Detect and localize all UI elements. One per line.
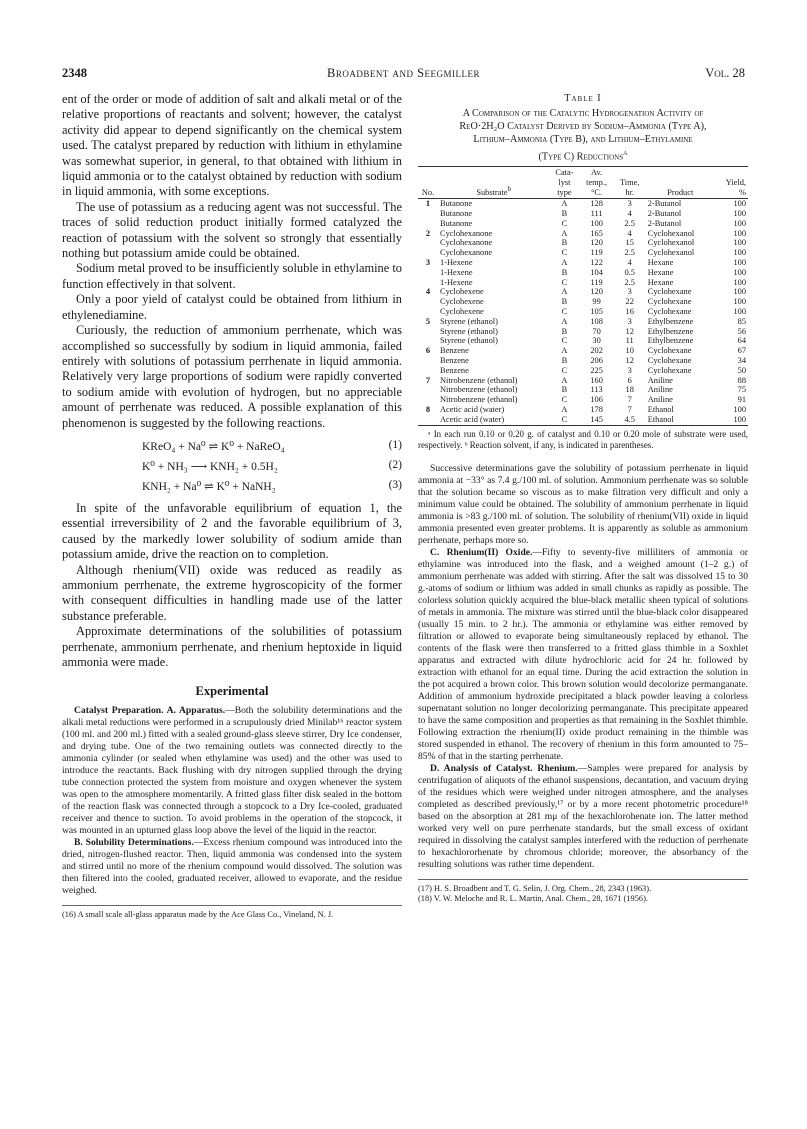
cell-time: 6 [627, 375, 632, 385]
cell-temperature: 111 [590, 208, 603, 218]
table-title-text: (Type C) Reductions [538, 151, 624, 163]
cell-product: Ethanol [647, 404, 674, 414]
cell-time: 2.5 [624, 218, 635, 228]
paragraph [418, 547, 748, 763]
table-row [418, 317, 748, 327]
cell-substrate: Cyclohexene [440, 306, 484, 316]
volume-label: Vol. 28 [705, 66, 745, 80]
cell-yield: 67 [737, 346, 746, 356]
cell-substrate: Benzene [440, 365, 469, 375]
cell-yield: 85 [737, 316, 746, 326]
run-in-heading: B. Solubility Determinations. [74, 837, 194, 849]
table-row [418, 395, 748, 405]
table-caption [418, 92, 748, 163]
cell-catalyst-type: C [561, 365, 568, 375]
cell-substrate: 1-Hexene [440, 277, 473, 287]
cell-no [418, 327, 438, 337]
cell-catalyst-type: A [561, 199, 568, 209]
page-header [62, 66, 745, 84]
col-header-text: Time, [619, 177, 640, 187]
col-header-text: % [739, 187, 746, 197]
table-row [418, 297, 748, 307]
cell-catalyst-type: B [561, 267, 568, 277]
cell-product: Cyclohexane [647, 306, 692, 316]
cell-no [418, 395, 438, 405]
table-row [418, 219, 748, 229]
table-row [418, 229, 748, 239]
paragraph [62, 837, 402, 897]
cell-substrate: Styrene (ethanol) [440, 326, 498, 336]
cell-time: 7 [627, 395, 632, 405]
cell-yield: 91 [737, 395, 746, 405]
cell-substrate: Nitrobenzene (ethanol) [440, 375, 518, 385]
cell-catalyst-type: B [561, 238, 568, 248]
cell-no [418, 238, 438, 248]
table-row [418, 307, 748, 317]
running-title: Broadbent and Seegmiller [326, 66, 481, 80]
cell-substrate: 1-Hexene [440, 257, 473, 267]
cell-temperature: 119 [590, 277, 603, 287]
run-in-heading: C. Rhenium(II) Oxide. [430, 546, 533, 558]
col-header-text: Av. [591, 168, 603, 178]
cell-no [418, 248, 438, 258]
cell-substrate: Styrene (ethanol) [440, 336, 498, 346]
cell-substrate: 1-Hexene [440, 267, 473, 277]
paragraph-text: —Fifty to seventy-five milliliters of ammonia or ethylamine was introduced into the flask, and a weighed amount (1–2 g.) of ammonium perrhenate was added with stirring. After the salt was dissolved 15 to 30 g.-atoms of sodium or lithium was added in small chunks as rapidly as possible. The colorless solution quickly acquired the blue-black metallic sheen typical of solutions of metals in ammonia. The mixture was stirred until the blue-black color disappeared (usually 15 min. to 2 hr.). The ammonia or ethylamine was either removed by filtration or allowed to evaporate being simultaneously replaced by ethanol. The contents of the flask were then transferred to a fritted glass thimble in a Soxhlet apparatus and extracted with dilute hydrochloric acid for 24 hr. followed by extraction with ethanol for an equal time. During the acid extraction the solution in the pot acquired a brown color. This brown solution would decolorize permanganate. Addition of ammonium hydroxide precipitated a black powder leaving a colorless supernatant solution no longer decolorizing permanganate. This precipitate appeared to have the same composition and properties as that remaining in the Soxhlet thimble. Following extraction the rhenium(II) oxide product remaining in the thimble was stored suspended in ethanol. The recovery of rhenium in this form amounted to 75–85% of that in the starting perrhenate. [418, 546, 748, 762]
cell-yield: 56 [737, 326, 746, 336]
cell-product: Cyclohexanol [647, 228, 695, 238]
cell-temperature: 30 [592, 336, 601, 346]
cell-substrate: Cyclohexanone [440, 248, 493, 258]
table-note: ᵃ In each run 0.10 or 0.20 g. of catalyst and 0.10 or 0.20 mole of substrate were used, respectively. ᵇ Reaction solvent, if any, is indicated in parentheses. [418, 428, 748, 450]
cell-temperature: 160 [590, 375, 603, 385]
cell-no: 2 [425, 228, 431, 238]
run-in-heading: D. Analysis of Catalyst. Rhenium. [430, 762, 578, 774]
table-row [418, 405, 748, 415]
paragraph: Although rhenium(VII) oxide was reduced as readily as ammonium perrhenate, the extreme hygroscopicity of the former with consequent difficulties in handling made use of the latter substance preferable. [62, 562, 402, 623]
col-header-text: type [557, 187, 572, 197]
col-header-text: temp., [586, 177, 608, 187]
cell-no [418, 297, 438, 307]
cell-catalyst-type: C [561, 248, 568, 258]
cell-time: 12 [625, 326, 634, 336]
cell-no: 8 [425, 404, 431, 414]
footnote-marker: b [507, 184, 511, 193]
col-header-no: No. [421, 187, 435, 197]
cell-yield: 100 [733, 199, 746, 209]
table-row [418, 238, 748, 248]
cell-catalyst-type: A [561, 257, 568, 267]
table-row [418, 199, 748, 209]
cell-temperature: 165 [590, 228, 603, 238]
cell-product: 2-Butanol [647, 218, 682, 228]
cell-catalyst-type: A [561, 228, 568, 238]
cell-substrate: Styrene (ethanol) [440, 316, 498, 326]
cell-no [418, 336, 438, 346]
equation-number: (3) [388, 478, 402, 491]
cell-catalyst-type: B [561, 355, 568, 365]
cell-product: Cyclohexanol [647, 248, 695, 258]
equation [62, 477, 402, 497]
cell-time: 4 [627, 208, 632, 218]
cell-catalyst-type: B [561, 208, 568, 218]
cell-product: Cyclohexane [647, 365, 692, 375]
right-column [418, 92, 748, 905]
table-row [418, 346, 748, 356]
results-table [418, 166, 748, 425]
col-header-catalyst [549, 167, 579, 199]
col-header-time [614, 167, 646, 199]
table-row [418, 385, 748, 395]
equation-number: (1) [388, 438, 402, 451]
paragraph [62, 705, 402, 837]
cell-yield: 100 [733, 248, 746, 258]
cell-temperature: 206 [590, 355, 603, 365]
cell-catalyst-type: A [561, 287, 568, 297]
paragraph: Only a poor yield of catalyst could be obtained from lithium in ethylenediamine. [62, 292, 402, 322]
cell-time: 22 [625, 297, 634, 307]
footnote: (16) A small scale all-glass apparatus made by the Ace Glass Co., Vineland, N. J. [62, 910, 334, 920]
table-row [418, 287, 748, 297]
cell-time: 15 [625, 238, 634, 248]
equation-text: K⁰ + NH₃ ⟶ KNH₂ + 0.5H₂ [142, 460, 278, 473]
cell-yield: 75 [737, 385, 746, 395]
cell-time: 12 [625, 355, 634, 365]
cell-product: Cyclohexane [647, 297, 692, 307]
cell-time: 4 [627, 228, 632, 238]
equations-block [62, 437, 402, 497]
cell-catalyst-type: A [561, 346, 568, 356]
cell-substrate: Acetic acid (water) [440, 414, 505, 424]
cell-no: 1 [425, 199, 431, 209]
cell-yield: 100 [733, 228, 746, 238]
section-heading: Experimental [195, 684, 269, 699]
cell-no [418, 385, 438, 395]
cell-no [418, 415, 438, 425]
left-column [62, 92, 402, 921]
cell-substrate: Nitrobenzene (ethanol) [440, 385, 518, 395]
col-header-product: Product [667, 187, 694, 197]
cell-catalyst-type: C [561, 395, 568, 405]
footnote-rule [418, 879, 748, 880]
table-number: Table I [564, 93, 602, 104]
cell-product: Cyclohexanol [647, 238, 695, 248]
cell-time: 3 [627, 365, 632, 375]
cell-temperature: 120 [590, 287, 603, 297]
cell-temperature: 99 [592, 297, 601, 307]
table-title-line: Lithium–Ammonia (Type B), and Lithium–Ethylamine [473, 134, 693, 145]
footnotes [418, 884, 748, 905]
equation [62, 437, 402, 457]
cell-time: 4.5 [624, 414, 635, 424]
cell-time: 2.5 [624, 248, 635, 258]
discussion-text-2 [62, 501, 402, 670]
cell-yield: 100 [733, 404, 746, 414]
paragraph-text: —Both the solubility determinations and the alkali metal reductions were performed in a scrupulously dried Minilab¹⁶ reactor system (100 ml. and 200 ml.) fitted with a sealed ground-glass sleeve stirrer, Dry Ice condenser, and drying tube. One of the two remaining outlets was connected directly to the ammonia cylinder (or sealed when ethylamine was used) and the other was used to introduce the reactants. Back flushing with dry nitrogen supplied through the drying tube connection protected the system from moisture and oxygen whenever the system was open to the atmosphere momentarily. A fritted glass filter disk sealed in the bottom of the reaction flask was connected through a stopcock to a Dry Ice-cooled, graduated receiver and thence to suction. To avoid problems in the operation of the stopcock, it was mounted in an upturned glass loop above the level of the liquid in the reactor. [62, 705, 402, 837]
table-row [418, 366, 748, 376]
table-title-line: A Comparison of the Catalytic Hydrogenation Activity of [462, 108, 704, 119]
paragraph: The use of potassium as a reducing agent was not successful. The traces of solid reduction product initially formed catalyzed the reaction of potassium with the solvent so strongly that essentially nothing but potassium amide could be obtained. [62, 199, 402, 261]
cell-yield: 100 [733, 277, 746, 287]
page-number: 2348 [62, 66, 87, 80]
cell-yield: 50 [737, 365, 746, 375]
cell-catalyst-type: A [561, 404, 568, 414]
table-row [418, 336, 748, 346]
table-row [418, 209, 748, 219]
cell-no: 6 [425, 346, 431, 356]
cell-yield: 100 [733, 414, 746, 424]
cell-substrate: Butanone [440, 218, 473, 228]
cell-yield: 100 [733, 267, 746, 277]
cell-no [418, 356, 438, 366]
paragraph: Curiously, the reduction of ammonium perrhenate, which was accomplished so successfully by sodium in liquid ammonia, failed entirely with solutions of potassium perrhenate in liquid ammonia. Relatively very large proportions of sodium were rapidly converted to sodium amide with evolution of hydrogen, but no appreciable amount of perrhenate was reduced. A possible explanation of this phenomenon is suggested by the following reactions. [62, 323, 402, 430]
discussion-text [62, 92, 402, 431]
cell-temperature: 122 [590, 257, 603, 267]
cell-product: Hexane [647, 267, 674, 277]
cell-product: Cyclohexane [647, 346, 692, 356]
cell-time: 3 [627, 199, 632, 209]
cell-catalyst-type: A [561, 316, 568, 326]
cell-yield: 34 [737, 355, 746, 365]
cell-temperature: 106 [590, 395, 603, 405]
cell-product: Ethylbenzene [647, 336, 694, 346]
cell-product: Hexane [647, 257, 674, 267]
table-row [418, 258, 748, 268]
table-title-line: ReO·2H₂O Catalyst Derived by Sodium–Ammonia (Type A), [459, 121, 707, 132]
cell-temperature: 113 [590, 385, 603, 395]
footnote: (17) H. S. Broadbent and T. G. Selin, J. Org. Chem., 28, 2343 (1963). [418, 883, 652, 893]
cell-product: 2-Butanol [647, 199, 682, 209]
paragraph: Approximate determinations of the solubilities of potassium perrhenate, ammonium perrhenate, and rhenium heptoxide in liquid ammonia were made. [62, 624, 402, 669]
table-header-row [418, 167, 748, 199]
cell-product: Ethylbenzene [647, 326, 694, 336]
cell-time: 16 [625, 306, 634, 316]
cell-product: Hexane [647, 277, 674, 287]
cell-substrate: Cyclohexene [440, 287, 484, 297]
procedure-text [418, 463, 748, 871]
cell-product: Ethanol [647, 414, 674, 424]
cell-substrate: Nitrobenzene (ethanol) [440, 395, 518, 405]
cell-substrate: Cyclohexene [440, 297, 484, 307]
paragraph [418, 763, 748, 871]
cell-catalyst-type: C [561, 306, 568, 316]
col-header-text: Yield, [725, 177, 746, 187]
cell-no: 5 [425, 316, 431, 326]
cell-product: 2-Butanol [647, 208, 682, 218]
cell-temperature: 128 [590, 199, 603, 209]
cell-no: 3 [425, 257, 431, 267]
col-header-text: lyst [558, 177, 571, 187]
equation-text: KNH₂ + Na⁰ ⇌ K⁰ + NaNH₂ [142, 480, 276, 493]
cell-time: 7 [627, 404, 632, 414]
cell-no [418, 278, 438, 288]
cell-yield: 100 [733, 297, 746, 307]
cell-time: 18 [625, 385, 634, 395]
col-header-text: hr. [625, 187, 634, 197]
cell-temperature: 70 [592, 326, 601, 336]
cell-temperature: 105 [590, 306, 603, 316]
cell-substrate: Cyclohexanone [440, 238, 493, 248]
cell-time: 0.5 [624, 267, 635, 277]
table-body [418, 199, 748, 425]
cell-catalyst-type: C [561, 414, 568, 424]
equation-number: (2) [388, 458, 402, 471]
cell-product: Cyclohexane [647, 355, 692, 365]
footnote-rule [62, 905, 402, 906]
cell-product: Aniline [647, 375, 673, 385]
cell-no: 4 [425, 287, 431, 297]
cell-substrate: Acetic acid (water) [440, 404, 505, 414]
equation [62, 457, 402, 477]
paragraph: In spite of the unfavorable equilibrium of equation 1, the essential irreversibility of 2 and the favorable equilibrium of 3, caused by the markedly lower solubility of sodium amide than potassium amide, drive the reaction on to completion. [62, 500, 402, 562]
cell-time: 4 [627, 257, 632, 267]
table-row [418, 327, 748, 337]
cell-substrate: Benzene [440, 346, 469, 356]
table-notes [418, 429, 748, 451]
cell-no: 7 [425, 375, 431, 385]
cell-substrate: Butanone [440, 199, 473, 209]
paragraph-text: —Samples were prepared for analysis by centrifugation of aliquots of the ethanol suspensions, decantation, and vacuum drying of the residues which were weighed under nitrogen atmosphere, and the analyses completed as described previously,¹⁷ or by a more recent photometric procedure¹⁸ based on the absorption at 281 mμ of the hexachlorohenate ion. The latter method worked very well on pure perrhenate standards, but the small excess of oxidant required in dissolving the catalyst samples interfered with the reduction of perrhenate to hexachlororhenate by chromous chloride; moreover, the absorbancy of the resulting solutions was rather time dependent. [418, 762, 748, 870]
cell-temperature: 120 [590, 238, 603, 248]
col-header-substrate [438, 167, 549, 199]
cell-catalyst-type: C [561, 336, 568, 346]
cell-product: Cyclohexane [647, 287, 692, 297]
table-row [418, 248, 748, 258]
cell-catalyst-type: B [561, 297, 568, 307]
cell-temperature: 145 [590, 414, 603, 424]
cell-yield: 100 [733, 208, 746, 218]
cell-no [418, 268, 438, 278]
cell-no [418, 209, 438, 219]
cell-substrate: Cyclohexanone [440, 228, 493, 238]
cell-substrate: Benzene [440, 355, 469, 365]
cell-time: 3 [627, 287, 632, 297]
footnotes [62, 910, 402, 921]
cell-yield: 100 [733, 306, 746, 316]
cell-catalyst-type: B [561, 385, 568, 395]
cell-time: 3 [627, 316, 632, 326]
col-header-text: °C. [591, 187, 603, 197]
cell-product: Aniline [647, 395, 673, 405]
cell-yield: 100 [733, 287, 746, 297]
cell-temperature: 108 [590, 316, 603, 326]
cell-catalyst-type: B [561, 326, 568, 336]
cell-product: Ethylbenzene [647, 316, 694, 326]
cell-no [418, 307, 438, 317]
cell-yield: 64 [737, 336, 746, 346]
cell-temperature: 202 [590, 346, 603, 356]
cell-temperature: 178 [590, 404, 603, 414]
cell-time: 2.5 [624, 277, 635, 287]
table-title-line [418, 146, 748, 163]
cell-yield: 100 [733, 257, 746, 267]
cell-catalyst-type: C [561, 218, 568, 228]
cell-substrate: Butanone [440, 208, 473, 218]
table-row [418, 268, 748, 278]
cell-catalyst-type: A [561, 375, 568, 385]
equation-text: KReO₄ + Na⁰ ⇌ K⁰ + NaReO₄ [142, 440, 285, 453]
cell-no [418, 219, 438, 229]
cell-temperature: 100 [590, 218, 603, 228]
cell-catalyst-type: C [561, 277, 568, 287]
table-row [418, 278, 748, 288]
col-header-text: Substrate [476, 187, 508, 197]
col-header-yield [715, 167, 748, 199]
cell-temperature: 104 [590, 267, 603, 277]
table-row [418, 415, 748, 425]
run-in-heading: Catalyst Preparation. A. Apparatus. [74, 705, 226, 717]
paragraph: Successive determinations gave the solubility of potassium perrhenate in liquid ammonia at −33° as 7.4 g./100 ml. of solution. Ammonium perrhenate was so soluble that the solution became so viscous as to make filtration very difficult and only a minimum value could be obtained. The solubility of ammonium perrhenate in liquid ammonia is >83 g./100 ml. of solution. The solubility of rhenium(VII) oxide in liquid ammonia presented even greater problems. It is apparently as soluble as ammonium perrhenate, perhaps more so. [418, 462, 748, 546]
table-row [418, 376, 748, 386]
experimental-text [62, 705, 402, 897]
cell-temperature: 119 [590, 248, 603, 258]
cell-no [418, 366, 438, 376]
cell-time: 11 [625, 336, 634, 346]
col-header-temp [580, 167, 614, 199]
paragraph: ent of the order or mode of addition of salt and alkali metal or of the relative proportions of reactants and solvent; however, the catalyst activity did appear to depend significantly on the chemical system used. The catalyst prepared by reduction with lithium in ethylamine was somewhat superior, in general, to that obtained with lithium in liquid ammonia or to the catalyst obtained by reduction with sodium in liquid ammonia, with some exceptions. [62, 92, 402, 199]
cell-product: Aniline [647, 385, 673, 395]
cell-temperature: 225 [590, 365, 603, 375]
cell-yield: 88 [737, 375, 746, 385]
footnote: (18) V. W. Meloche and R. L. Martin, Anal. Chem., 28, 1671 (1956). [418, 894, 648, 904]
table-row [418, 356, 748, 366]
cell-yield: 100 [733, 218, 746, 228]
footnote-marker: a [623, 147, 628, 157]
paragraph: Sodium metal proved to be insufficiently soluble in ethylamine to function effectively in that solvent. [62, 261, 402, 291]
paragraph-text: —Excess rhenium compound was introduced into the dried, nitrogen-flushed reactor. Then, liquid ammonia was condensed into the system and stirred until no more of the rhenium compound would dissolved. The solution was then filtered into the cooled, graduated receiver, allowed to evaporate, and the residue weighed. [62, 837, 402, 897]
cell-time: 10 [625, 346, 634, 356]
col-header-text: Cata- [555, 168, 574, 178]
cell-yield: 100 [733, 238, 746, 248]
